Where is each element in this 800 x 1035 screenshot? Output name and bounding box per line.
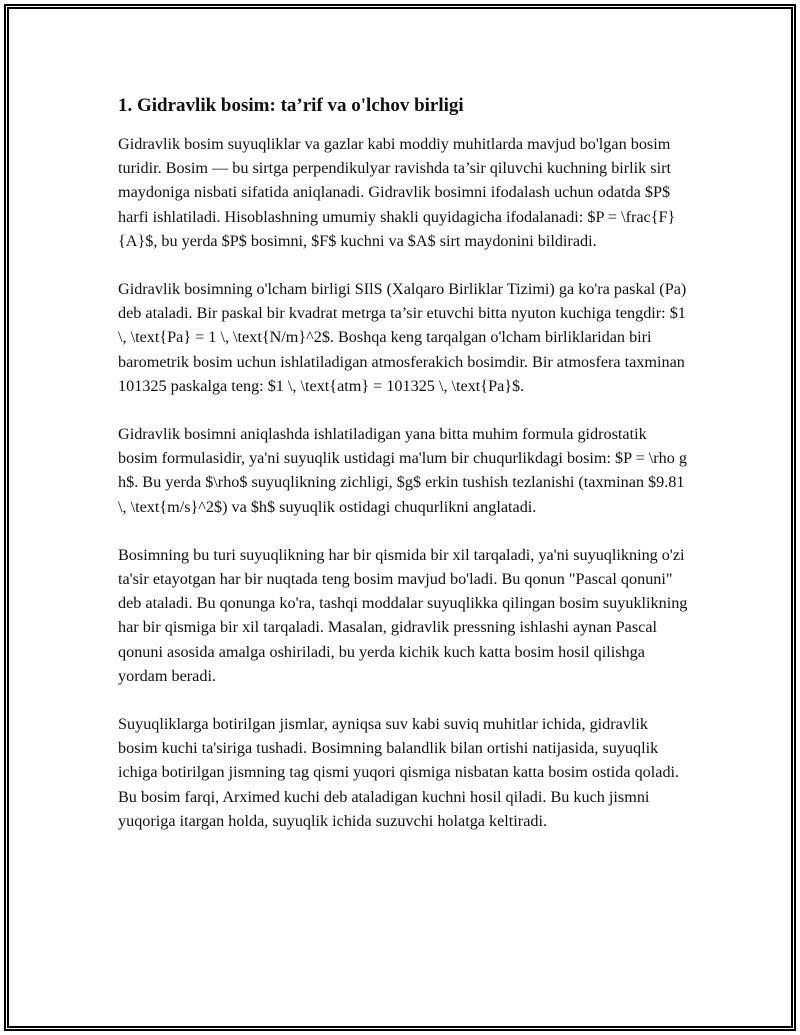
paragraph-hydrostatic: Gidravlik bosimni aniqlashda ishlatiladigan yana bitta muhim formula gidrostatik bosim formulasidir, ya'ni suyuqlik ustidagi ma'lum bir chuqurlikdagi bosim: $P = \rho g h$. Bu yerda $\rho$ suyuqlikning zichligi, $g$ erkin tushish tezlanishi (taxminan $9.81 \, \text{m/s}^2$) va $h$ suyuqlik ostidagi chuqurlikni anglatadi.: [118, 425, 687, 516]
paragraph-definition: Gidravlik bosim suyuqliklar va gazlar kabi moddiy muhitlarda mavjud bo'lgan bosim turidir. Bosim — bu sirtga perpendikulyar ravishda ta’sir qiluvchi kuchning birlik sirt maydoniga nisbati sifatida aniqlanadi. Gidravlik bosimni ifodalash uchun odatda $P$ harfi ishlatiladi. Hisoblashning umumiy shakli quyidagicha ifodalanadi: $P = \frac{F}{A}$, bu yerda $P$ bosimni, $F$ kuchni va $A$ sirt maydonini bildiradi.: [118, 135, 676, 250]
section-heading: 1. Gidravlik bosim: ta’rif va o'lchov birligi: [118, 95, 464, 116]
paragraph-units: Gidravlik bosimning o'lcham birligi SIlS (Xalqaro Birliklar Tizimi) ga ko'ra paskal (Pa) deb ataladi. Bir paskal bir kvadrat metrga ta’sir etuvchi bitta nyuton kuchiga tengdir: $1 \, \text{Pa} = 1 \, \text{N/m}^2$. Boshqa keng tarqalgan o'lcham birliklaridan biri barometrik bosim uchun ishlatiladigan atmosferakich bosimdir. Bir atmosfera taxminan 101325 paskalga teng: $1 \, \text{atm} = 101325 \, \text{Pa}$.: [118, 280, 687, 395]
paragraph-archimedes: Suyuqliklarga botirilgan jismlar, ayniqsa suv kabi suviq muhitlar ichida, gidravlik bosim kuchi ta'siriga tushadi. Bosimning balandlik bilan ortishi natijasida, suyuqlik ichiga botirilgan jismning tag qismi yuqori qismiga nisbatan katta bosim ostida qoladi. Bu bosim farqi, Arximed kuchi deb ataladigan kuchni hosil qiladi. Bu kuch jismni yuqoriga itargan holda, suyuqlik ichida suzuvchi holatga keltiradi.: [118, 715, 680, 830]
document-body: [118, 94, 690, 857]
paragraph-pascal-law: Bosimning bu turi suyuqlikning har bir qismida bir xil tarqaladi, ya'ni suyuqlikning o'zi ta'sir etayotgan har bir nuqtada teng bosim mavjud bo'ladi. Bu qonun "Pascal qonuni" deb ataladi. Bu qonunga ko'ra, tashqi moddalar suyuqlikka qilingan bosim suyuklikning har bir qismiga bir xil tarqaladi. Masalan, gidravlik pressning ishlashi aynan Pascal qonuni asosida amalga oshiriladi, bu yerda kichik kuch katta bosim hosil qilishga yordam beradi.: [118, 545, 688, 685]
